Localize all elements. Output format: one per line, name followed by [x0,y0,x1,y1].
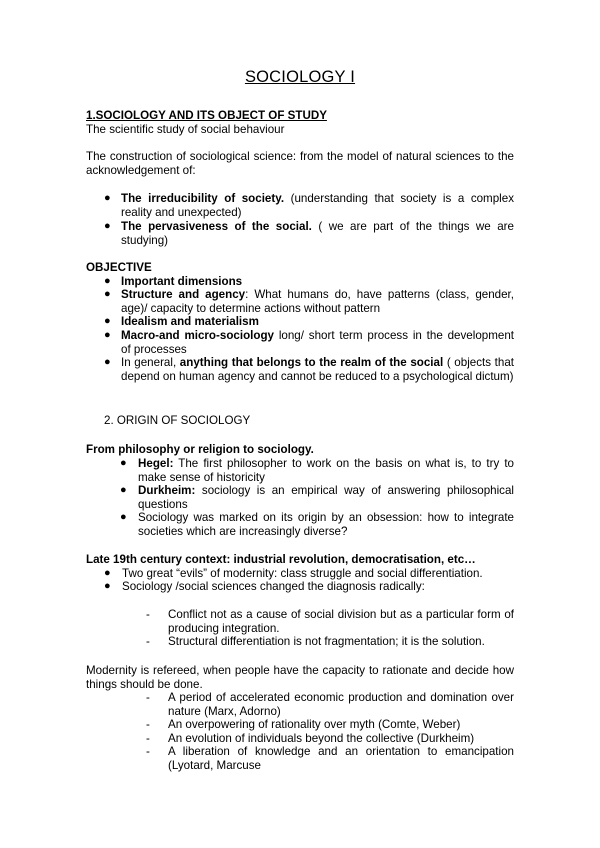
list-item-bold: The pervasiveness of the social. [121,220,312,234]
document-title: SOCIOLOGY I [244,68,356,86]
dash-icon: - [146,635,150,649]
philosophy-list [118,457,514,539]
list-item-text: Structural differentiation is not fragmentation; it is the solution. [168,635,485,649]
list-item-text: Two great “evils” of modernity: class struggle and social differentiation. [122,566,483,580]
list-item-text: (understanding that society is a complex reality and unexpected) [121,192,514,219]
bullet-icon: ● [104,220,111,233]
philosophy-subheading: From philosophy or religion to sociology. [86,443,314,456]
modernity-list [146,691,514,773]
list-item [118,511,514,538]
list-item [86,580,514,594]
list-item [86,288,514,315]
list-item-bold: Durkheim: [138,484,196,498]
list-item [118,484,514,511]
list-item [86,192,514,219]
bullet-icon: ● [120,457,127,469]
list-item-bold: Important dimensions [121,274,243,288]
dash-icon: - [146,608,150,621]
list-item-text: The first philosopher to work on the basis on what is, to try to make sense of historicity [138,457,514,484]
list-item [146,732,514,746]
dash-icon: - [146,731,150,745]
list-item-text: sociology is an empirical way of answering philosophical questions [138,484,514,511]
philosophy-section [86,443,514,457]
list-item-text: long/ short term process in the development of processes [121,328,514,356]
list-item [86,329,514,356]
bullet-icon: ● [104,274,111,287]
dash-icon: - [146,691,150,704]
list-item-bold: Hegel: [138,457,174,470]
list-item [86,220,514,247]
list-item-text: ( objects that depend on human agency and cannot be reduced to a psychological dictum) [121,356,514,383]
bullet-icon: ● [104,315,111,328]
bullet-icon: ● [104,192,111,204]
bullet-icon: ● [120,484,127,497]
list-item-bold: Macro-and micro-sociology [121,328,274,342]
list-item [146,635,514,649]
section-1 [86,109,514,136]
bullet-icon: ● [104,356,111,369]
list-item [146,745,514,772]
list-item-text: ( we are part of the things we are studying) [121,220,514,247]
objective-heading: OBJECTIVE [86,261,152,274]
list-item-text: An overpowering of rationality over myth (Comte, Weber) [168,718,461,732]
bullet-icon: ● [104,328,111,341]
list-item [118,457,514,484]
bullet-icon: ● [104,580,111,593]
list-item-text: A liberation of knowledge and an orientation to emancipation (Lyotard, Marcuse [168,745,514,772]
list-item-bold: Structure and agency [121,288,246,302]
list-item-text: : What humans do, have patterns (class, gender, age)/ capacity to determine actions without pattern [121,288,514,315]
context-section [86,553,514,594]
list-item-text: Conflict not as a cause of social division but as a particular form of producing integration. [168,608,514,635]
list-item [86,567,514,581]
section-2-heading: 2. ORIGIN OF SOCIOLOGY [104,414,251,427]
dash-icon: - [146,718,150,732]
list-item [86,356,514,383]
bullet-icon: ● [120,511,127,524]
list-item-text: An evolution of individuals beyond the collective (Durkheim) [168,731,475,745]
list-item-bold: Idealism and materialism [121,315,259,329]
construction-paragraph: The construction of sociological science: from the model of natural sciences to the acknowledgement of: [86,150,514,177]
list-item [146,608,514,635]
section-1-list [86,192,514,247]
diagnosis-list [146,608,514,649]
list-item [146,718,514,732]
list-item-prefix: In general, [121,356,180,370]
list-item-text: Sociology was marked on its origin by an obsession: how to integrate societies which are increasingly diverse? [138,511,514,538]
objective-section [86,261,514,383]
section-1-heading: 1.SOCIOLOGY AND ITS OBJECT OF STUDY [86,109,327,122]
context-subheading: Late 19th century context: industrial revolution, democratisation, etc… [86,553,476,566]
bullet-icon: ● [104,566,111,579]
list-item-bold: The irreducibility of society. [121,192,285,205]
list-item-text: Sociology /social sciences changed the diagnosis radically: [122,580,425,594]
bullet-icon: ● [104,288,111,301]
dash-icon: - [146,745,150,759]
definition-text: The scientific study of social behaviour [86,122,285,136]
list-item-bold: anything that belongs to the realm of the social [179,356,444,370]
list-item [146,691,514,718]
list-item [86,315,514,329]
list-item-text: A period of accelerated economic production and domination over nature (Marx, Adorno) [168,691,514,718]
modernity-paragraph: Modernity is refereed, when people have the capacity to rationate and decide how things should be done. [86,664,514,691]
list-item [86,275,514,289]
